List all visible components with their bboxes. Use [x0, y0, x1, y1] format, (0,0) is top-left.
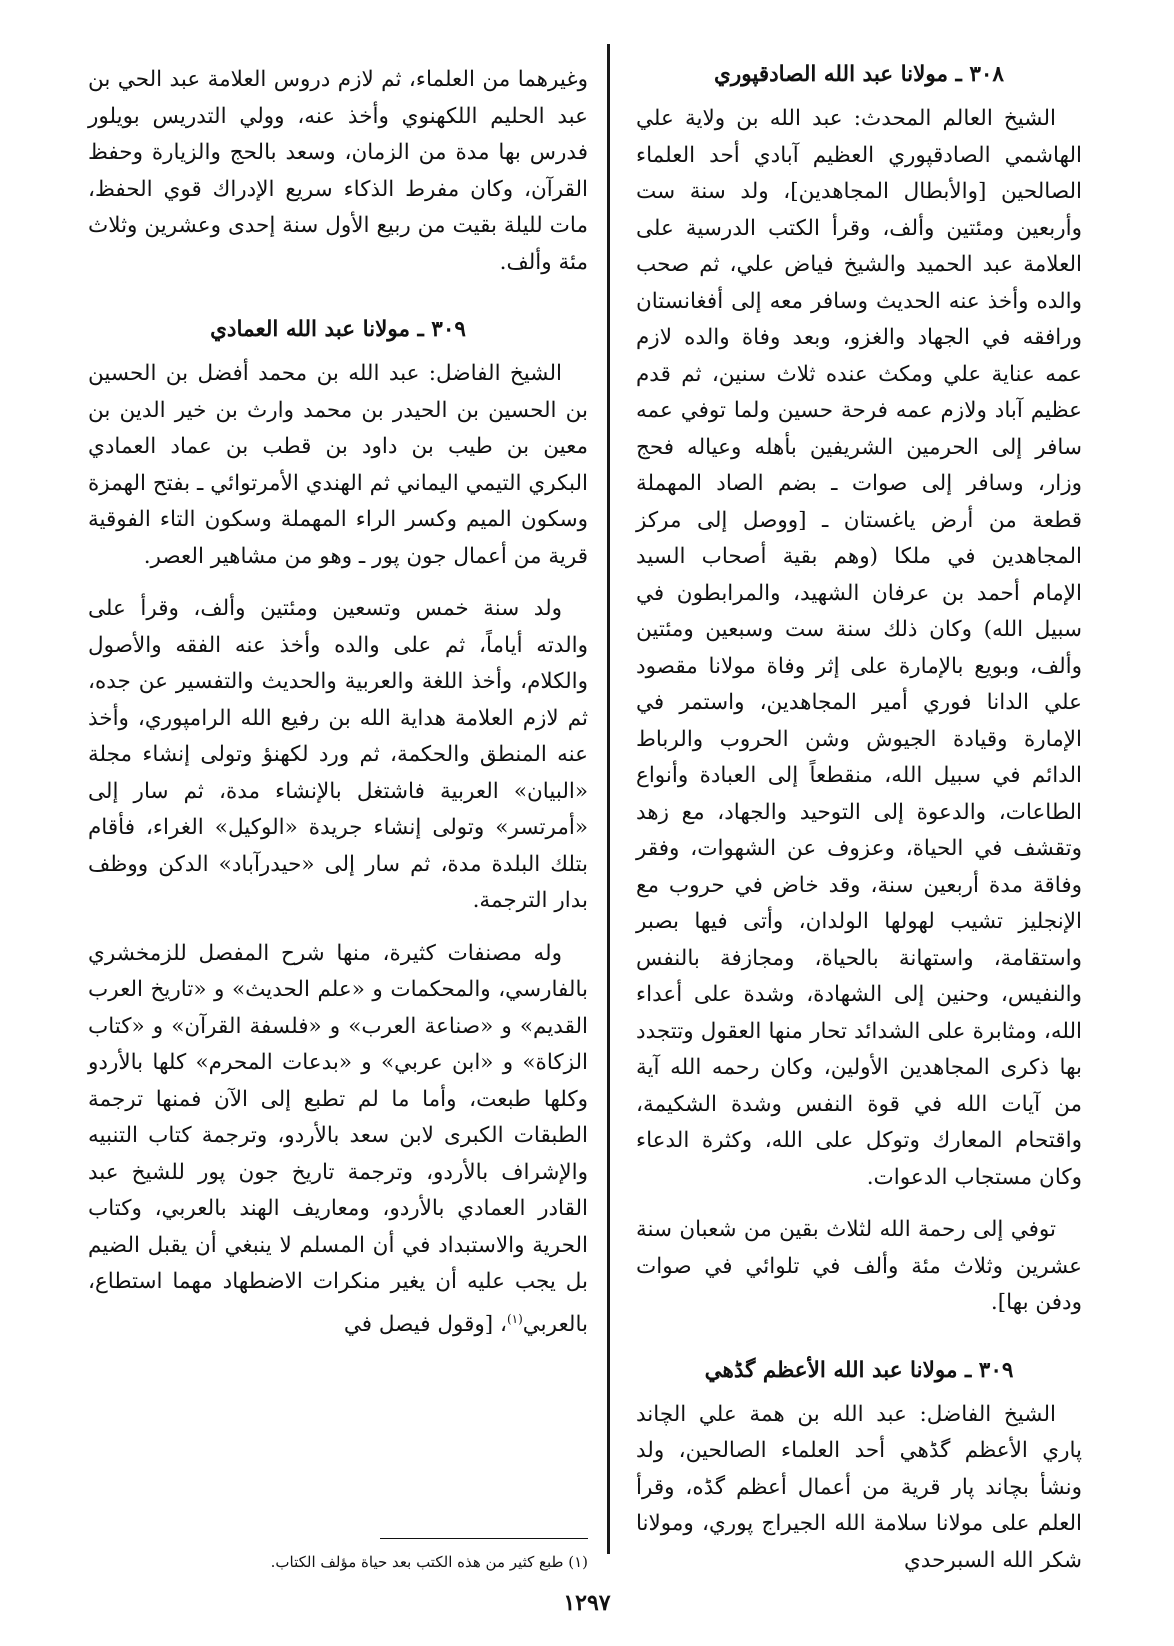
entry-heading-309-imadi: ٣٠٩ ـ مولانا عبد الله العمادي: [210, 317, 466, 342]
entry-heading-308: ٣٠٨ ـ مولانا عبد الله الصادقپوري: [714, 62, 1004, 87]
footnote: (١) طبع كثير من هذه الكتب بعد حياة مؤلف الكتاب.: [270, 1553, 588, 1571]
left-column: [88, 62, 588, 1343]
entry-heading-309-azamgarhi: ٣٠٩ ـ مولانا عبد الله الأعظم گڈهي: [704, 1357, 1014, 1383]
paragraph-3-main-text: وله مصنفات كثيرة، منها شرح المفصل للزمخشري بالفارسي، والمحكمات و «علم الحديث» و «تاريخ العرب القديم» و «صناعة العرب» و «فلسفة القرآن» و «كتاب الزكاة» و «ابن عربي» و «بدعات المحرم» كلها بالأردو وكلها طبعت، وأما ما لم تطبع إلى الآن فمنها ترجمة الطبقات الكبرى لابن سعد بالأردو، وترجمة كتاب التنبيه والإشراف بالأردو، وترجمة تاريخ جون پور للشيخ عبد القادر العمادي بالأردو، ومعاريف الهند بالعربي، وكتاب الحرية والاستبداد في أن المسلم لا ينبغي أن يقبل الضيم بل يجب عليه أن يغير منكرات الاضطهاد مهما استطاع، بالعربي: [88, 940, 588, 1337]
continued-paragraph: وغيرهما من العلماء، ثم لازم دروس العلامة عبد الحي بن عبد الحليم اللكهنوي وأخذ عنه، وولي التدريس بويلور فدرس بها مدة من الزمان، وسعد بالحج والزيارة وحفظ القرآن، وكان مفرط الذكاء سريع الإدراك قوي الحفظ، مات لليلة بقيت من ربيع الأول سنة إحدى وعشرين وثلاث مئة وألف.: [88, 67, 588, 275]
entry-308-paragraph-1: الشيخ العالم المحدث: عبد الله بن ولاية علي الهاشمي الصادقپوري العظيم آبادي أحد العلماء الصالحين [والأبطال المجاهدين]، ولد سنة ست وأربعين ومئتين وألف، وقرأ الكتب الدرسية على العلامة عبد الحميد والشيخ فياض علي، ثم صحب والده وأخذ عنه الحديث وسافر معه إلى أفغانستان ورافقه في الجهاد والغزو، وبعد وفاة والده لازم عمه عناية علي ومكث عنده ثلاث سنين، ثم قدم عظيم آباد ولازم عمه فرحة حسين ولما توفي عمه سافر إلى الحرمين الشريفين بأهله وعياله فحج وزار، وسافر إلى صوات ـ بضم الصاد المهملة قطعة من أرض ياغستان ـ [ووصل إلى مركز المجاهدين في ملكا (وهم بقية أصحاب السيد الإمام أحمد بن عرفان الشهيد، والمرابطون في سبيل الله) وكان ذلك سنة ست وسبعين ومئتين وألف، وبويع بالإمارة على إثر وفاة مولانا مقصود علي الدانا فوري أمير المجاهدين، واستمر في الإمارة وقيادة الجيوش وشن الحروب والرباط الدائم في سبيل الله، منقطعاً إلى العبادة وأنواع الطاعات، والدعوة إلى التوحيد والجهاد، مع زهد وتقشف في الحياة، وعزوف عن الشهوات، وفقر وفاقة مدة أربعين سنة، وقد خاض في حروب مع الإنجليز تشيب لهولها الولدان، وأتى فيها بصبر واستقامة، واستهانة بالحياة، ومجازفة بالنفس والنفيس، وحنين إلى الشهادة، وشدة على أعداء الله، ومثابرة على الشدائد تحار منها العقول وتتجدد بها ذكرى المجاهدين الأولين، وكان رحمه الله آية من آيات الله في قوة النفس وشدة الشكيمة، واقتحام المعارك وتوكل على الله، وكثرة الدعاء وكان مستجاب الدعوات.: [636, 106, 1082, 1190]
right-column: [636, 62, 1082, 1579]
footnote-marker: (١): [506, 1311, 523, 1326]
entry-309-azamgarhi-paragraph-1: الشيخ الفاضل: عبد الله بن همة علي الچاند پاري الأعظم گڈهي أحد العلماء الصالحين، ولد ونشأ بچاند پار قرية من أعمال أعظم گڈه، وقرأ العلم على مولانا سلامة الله الجيراج پوري، ومولانا شكر الله السبرحدي: [636, 1401, 1082, 1573]
footnote-rule: [380, 1538, 588, 1539]
column-divider: [607, 44, 610, 1554]
entry-309-imadi-paragraph-1: الشيخ الفاضل: عبد الله بن محمد أفضل بن الحسين بن الحسين بن الحيدر بن محمد وارث بن خير الدين بن معين بن طيب بن داود بن قطب بن عماد العمادي البكري التيمي اليماني ثم الهندي الأمرتوائي ـ بفتح الهمزة وسكون الميم وكسر الراء المهملة وسكون التاء الفوقية قرية من أعمال جون پور ـ وهو من مشاهير العصر.: [88, 361, 588, 569]
entry-309-imadi-paragraph-3: [88, 936, 588, 1344]
entry-308-paragraph-2: توفي إلى رحمة الله لثلاث بقين من شعبان سنة عشرين وثلاث مئة وألف في تلوائي في صوات ودفن بها].: [636, 1217, 1082, 1315]
paragraph-3-tail-text: ، [وقول فيصل في: [343, 1311, 507, 1337]
page-number: ١٢٩٧: [563, 1590, 611, 1616]
entry-309-imadi-paragraph-2: ولد سنة خمس وتسعين ومئتين وألف، وقرأ على والدته أياماً، ثم على والده وأخذ عنه الفقه والأصول والكلام، وأخذ اللغة والعربية والحديث والتفسير عن جده، ثم لازم العلامة هداية الله بن رفيع الله الرامپوري، وأخذ عنه المنطق والحكمة، ثم ورد لكهنؤ وتولى إنشاء مجلة «البيان» العربية فاشتغل بالإنشاء مدة، ثم سار إلى «أمرتسر» وتولى إنشاء جريدة «الوكيل» الغراء، فأقام بتلك البلدة مدة، ثم سار إلى «حيدرآباد» الدكن ووظف بدار الترجمة.: [88, 596, 588, 913]
